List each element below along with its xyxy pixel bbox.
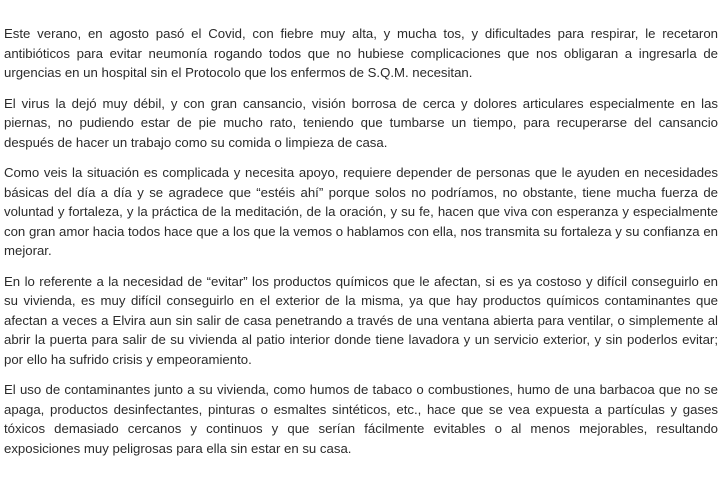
document-body <box>4 24 718 469</box>
paragraph-contaminants: El uso de contaminantes junto a su vivienda, como humos de tabaco o combustiones, humo de una barbacoa que no se apaga, productos desinfectantes, pinturas o esmaltes sintéticos, etc., hace que se vea expuesta a partículas y gases tóxicos demasiado cercanos y continuos y que serían fácilmente evitables o al menos mejorables, resultando exposiciones muy peligrosas para ella sin estar en su casa. <box>4 382 718 456</box>
paragraph-covid: Este verano, en agosto pasó el Covid, con fiebre muy alta, y mucha tos, y dificultades para respirar, le recetaron antibióticos para evitar neumonía rogando todos que no hubiese complicaciones que nos obligaran a ingresarla de urgencias en un hospital sin el Protocolo que los enfermos de S.Q.M. necesitan. <box>4 26 718 80</box>
paragraph-virus-effects: El virus la dejó muy débil, y con gran cansancio, visión borrosa de cerca y dolores articulares especialmente en las piernas, no pudiendo estar de pie mucho rato, teniendo que tumbarse un tiempo, para recuperarse del cansancio después de hacer un trabajo como su comida o limpieza de casa. <box>4 95 718 150</box>
paragraph-chemicals: En lo referente a la necesidad de “evitar” los productos químicos que le afectan, si es ya costoso y difícil conseguirlo en su vivienda, es muy difícil conseguirlo en el exterior de la misma, ya que hay productos químicos contaminantes que afectan a veces a Elvira aun sin salir de casa penetrando a través de una ventana abierta para ventilar, o simplemente al abrir la puerta para salir de su vivienda al patio interior donde tiene lavadora y un servicio exterior, y sin poderlos evitar; por ello ha sufrido crisis y empeoramiento. <box>4 273 718 367</box>
paragraph-support: Como veis la situación es complicada y necesita apoyo, requiere depender de personas que le ayuden en necesidades básicas del día a día y se agradece que “estéis ahí” porque solos no podríamos, no obstante, tiene mucha fuerza de voluntad y fortaleza, y la práctica de la meditación, de la oración, y su fe, hacen que viva con esperanza y especialmente con gran amor hacia todos hace que a los que la vemos o hablamos con ella, nos transmita su fortaleza y su confianza en mejorar. <box>4 165 718 258</box>
